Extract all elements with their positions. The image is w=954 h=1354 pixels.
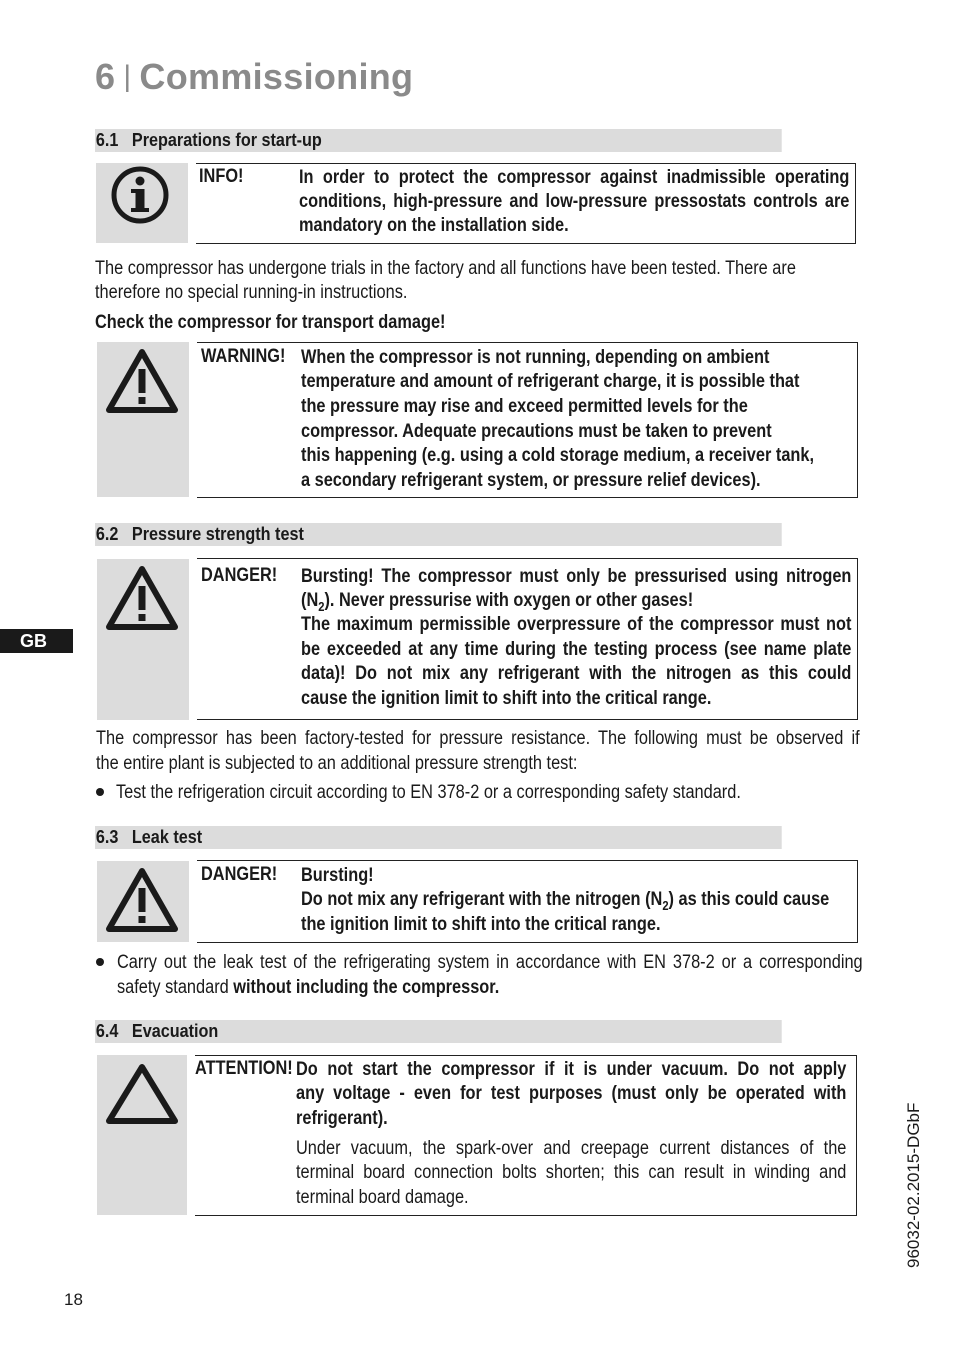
section-6-1-para-line-2: therefore no special running-in instructions.: [95, 282, 408, 303]
section-title: Evacuation: [131, 1021, 219, 1041]
document-id: 96032-02.2015-DGbF: [904, 1102, 923, 1268]
danger-line-6: cause the ignition limit to shift into the critical range.: [301, 688, 712, 709]
leak-danger-label: DANGER!: [201, 864, 278, 885]
section-number: 6.3: [95, 827, 119, 847]
attention-label: ATTENTION!: [195, 1058, 293, 1079]
text-run: ) as this could cause: [668, 889, 830, 910]
chapter-title: [95, 56, 413, 98]
text-run: (N: [301, 590, 319, 611]
info-line-1: In order to protect the compressor against inadmissible operating: [299, 167, 850, 188]
section-title: Preparations for start-up: [131, 130, 322, 150]
text-run: Do not mix any refrigerant with the nitrogen (N: [301, 889, 663, 910]
section-6-4-header: [95, 1020, 782, 1043]
attention-icon: [97, 1055, 187, 1135]
leak-danger-line-3: the ignition limit to shift into the critical range.: [301, 914, 661, 935]
bullet-dot: [96, 788, 104, 796]
attention-line-3: refrigerant).: [296, 1108, 388, 1129]
danger-label: DANGER!: [201, 565, 278, 586]
warning-line-3: the pressure may rise and exceed permitted levels for the: [301, 396, 748, 417]
text-run: safety standard: [117, 977, 234, 998]
warning-line-2: temperature and amount of refrigerant charge, it is possible that: [301, 371, 800, 392]
page-number: 18: [64, 1290, 83, 1309]
warning-icon: [97, 342, 189, 422]
text-run: ). Never pressurise with oxygen or other gases!: [324, 590, 694, 611]
warning-icon: [97, 559, 189, 639]
pressure-test-bullet: Test the refrigeration circuit according to EN 378-2 or a corresponding safety standard.: [116, 782, 741, 803]
info-line-2: conditions, high-pressure and low-pressure pressostats controls are: [299, 191, 850, 212]
attention-line-1: Do not start the compressor if it is under vacuum. Do not apply: [296, 1059, 847, 1080]
subscript: 2: [318, 598, 325, 614]
danger-icon-box: [97, 559, 189, 720]
section-title: Pressure strength test: [131, 524, 304, 544]
danger-line-1: Bursting! The compressor must only be pressurised using nitrogen: [301, 566, 852, 587]
section-6-2-para-line-1: The compressor has been factory-tested for pressure resistance. The following must be observed if: [96, 728, 860, 749]
leak-test-bullet-line-2: [117, 976, 499, 1001]
chapter-title-text: Commissioning: [139, 56, 414, 97]
section-number: 6.4: [95, 1021, 119, 1041]
language-tab: GB: [0, 629, 73, 653]
warning-icon: [97, 861, 189, 941]
bullet-dot: [96, 958, 104, 966]
attention-line-5: terminal board connection bolts shorten; this can result in winding and: [296, 1162, 847, 1183]
info-line-3: mandatory on the installation side.: [299, 215, 569, 236]
danger-line-3: The maximum permissible overpressure of the compressor must not: [301, 614, 852, 635]
section-6-2-para-line-2: the entire plant is subjected to an additional pressure strength test:: [96, 753, 578, 774]
leak-danger-line-1: Bursting!: [301, 865, 374, 886]
warning-line-5: this happening (e.g. using a cold storage medium, a receiver tank,: [301, 445, 815, 466]
attention-line-2: any voltage - even for test purposes (must only be operated with: [296, 1083, 847, 1104]
warning-label: WARNING!: [201, 346, 286, 367]
chapter-number: 6: [95, 56, 116, 97]
leak-danger-icon-box: [97, 861, 189, 942]
text-run-bold: without including the compressor.: [233, 977, 500, 998]
attention-line-6: terminal board damage.: [296, 1187, 469, 1208]
warning-icon-box: [97, 342, 189, 497]
warning-line-6: a secondary refrigerant system, or pressure relief devices).: [301, 470, 761, 491]
section-6-1-header: [95, 129, 782, 152]
section-6-2-header: [95, 523, 782, 546]
section-title: Leak test: [131, 827, 203, 847]
section-number: 6.1: [95, 130, 119, 150]
warning-line-1: When the compressor is not running, depending on ambient: [301, 347, 770, 368]
danger-line-4: be exceeded at any time during the testing process (see name plate: [301, 639, 852, 660]
leak-test-bullet-line-1: Carry out the leak test of the refrigerating system in accordance with EN 378-2 or a corresponding: [117, 952, 863, 973]
section-6-1-para-line-1: The compressor has undergone trials in the factory and all functions have been tested. There are: [95, 258, 796, 279]
section-number: 6.2: [95, 524, 119, 544]
section-6-3-header: [95, 826, 782, 849]
transport-damage-check: Check the compressor for transport damage!: [95, 312, 446, 333]
attention-icon-box: [97, 1055, 187, 1215]
chapter-separator: |: [123, 60, 132, 93]
info-icon-box: [96, 163, 188, 243]
warning-line-4: compressor. Adequate precautions must be taken to prevent: [301, 421, 772, 442]
attention-line-4: Under vacuum, the spark-over and creepage current distances of the: [296, 1138, 847, 1159]
info-icon: [96, 163, 188, 243]
info-label: INFO!: [199, 166, 244, 187]
subscript: 2: [662, 897, 669, 913]
danger-line-5: data)! Do not mix any refrigerant with the nitrogen as this could: [301, 663, 852, 684]
